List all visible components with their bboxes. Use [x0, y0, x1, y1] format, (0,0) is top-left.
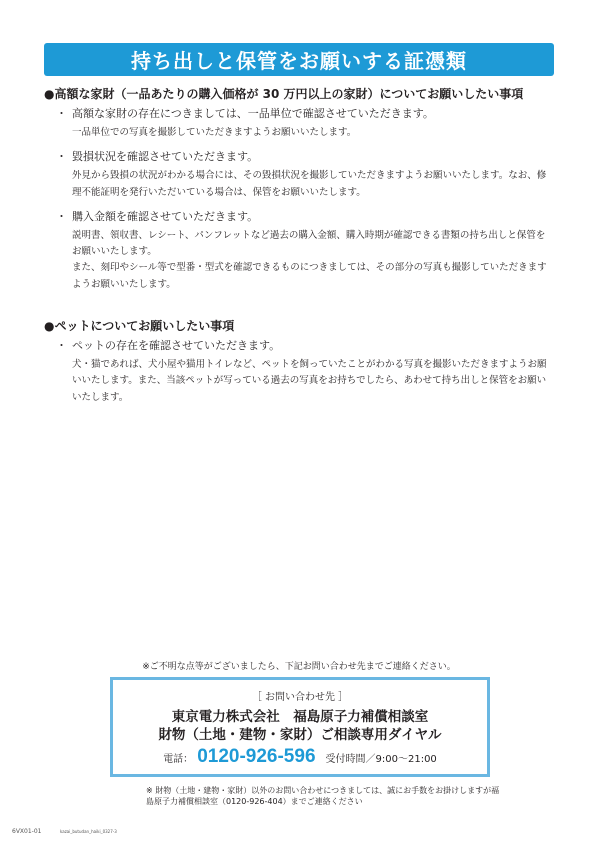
footnote-text: ※ 財物（土地・建物・家財）以外のお問い合わせにつきましては、誠にお手数をお掛けしますが福島原子力補償相談室（0120-926-404）までご連絡ください [146, 786, 500, 806]
list-item [56, 106, 564, 141]
item-title: 毀損状況を確認させていただきます。 [72, 150, 259, 164]
section-pets [44, 318, 564, 414]
item-paragraph: 犬・猫であれば、犬小屋や猫用トイレなど、ペットを飼っていたことがわかる写真を撮影いただきますようお願いいたします。また、当該ペットが写っている過去の写真をお持ちでしたら、あわせて持ち出しと保管をお願いいたします。 [72, 359, 547, 403]
page-title: 持ち出しと保管をお願いする証憑類 [44, 43, 554, 76]
document-code: 6VX01-01 [12, 828, 42, 835]
file-name: kazai_butudan_haiki_0327-3 [60, 829, 117, 834]
bullet: ・ [56, 209, 67, 223]
contact-dial-name: 財物（土地・建物・家財）ご相談専用ダイヤル [158, 727, 442, 743]
contact-label: ［ お問い合わせ先 ］ [251, 692, 349, 703]
contact-phone-row [113, 746, 487, 768]
footnote [146, 785, 506, 807]
contact-box [110, 677, 490, 777]
item-paragraph: 一品単位での写真を撮影していただきますようお願いいたします。 [72, 127, 357, 138]
bullet: ・ [56, 107, 67, 120]
item-body [66, 125, 552, 141]
item-body [66, 168, 552, 201]
bullet: ・ [56, 339, 67, 352]
business-hours: 受付時間／9:00～21:00 [325, 754, 437, 765]
item-title: 高額な家財の存在につきましては、一品単位で確認させていただきます。 [72, 107, 434, 120]
list-item [56, 209, 564, 293]
section-valuables [44, 86, 564, 301]
item-body [66, 357, 552, 406]
contact-organization: 東京電力株式会社 福島原子力補償相談室 [171, 709, 429, 725]
item-paragraph: 外見から毀損の状況がわかる場合には、その毀損状況を撮影していただきますようお願いいたします。なお、修理不能証明を発行いただいている場合は、保管をお願いいたします。 [72, 170, 547, 198]
list-item [56, 338, 564, 406]
section-heading: ●高額な家財（一品あたりの購入価格が 30 万円以上の家財）についてお願いしたい事項 [44, 87, 524, 101]
item-paragraph: また、刻印やシール等で型番・型式を確認できるものにつきましては、その部分の写真も撮影していただきますようお願いいたします。 [72, 262, 547, 290]
item-paragraph: 説明書、領収書、レシート、パンフレットなど過去の購入金額、購入時期が確認できる書類の持ち出しと保管をお願いいたします。 [72, 229, 546, 258]
section-heading: ●ペットについてお願いしたい事項 [44, 319, 235, 333]
phone-number[interactable]: 0120-926-596 [197, 746, 316, 767]
item-body [66, 228, 552, 293]
list-item [56, 149, 564, 201]
item-title: ペットの存在を確認させていただきます。 [72, 339, 281, 352]
inquiry-notice: ※ご不明な点等がございましたら、下記お問い合わせ先までご連絡ください。 [142, 662, 456, 672]
item-title: 購入金額を確認させていただきます。 [72, 209, 259, 223]
phone-label: 電話： [163, 754, 194, 765]
bullet: ・ [56, 150, 67, 164]
